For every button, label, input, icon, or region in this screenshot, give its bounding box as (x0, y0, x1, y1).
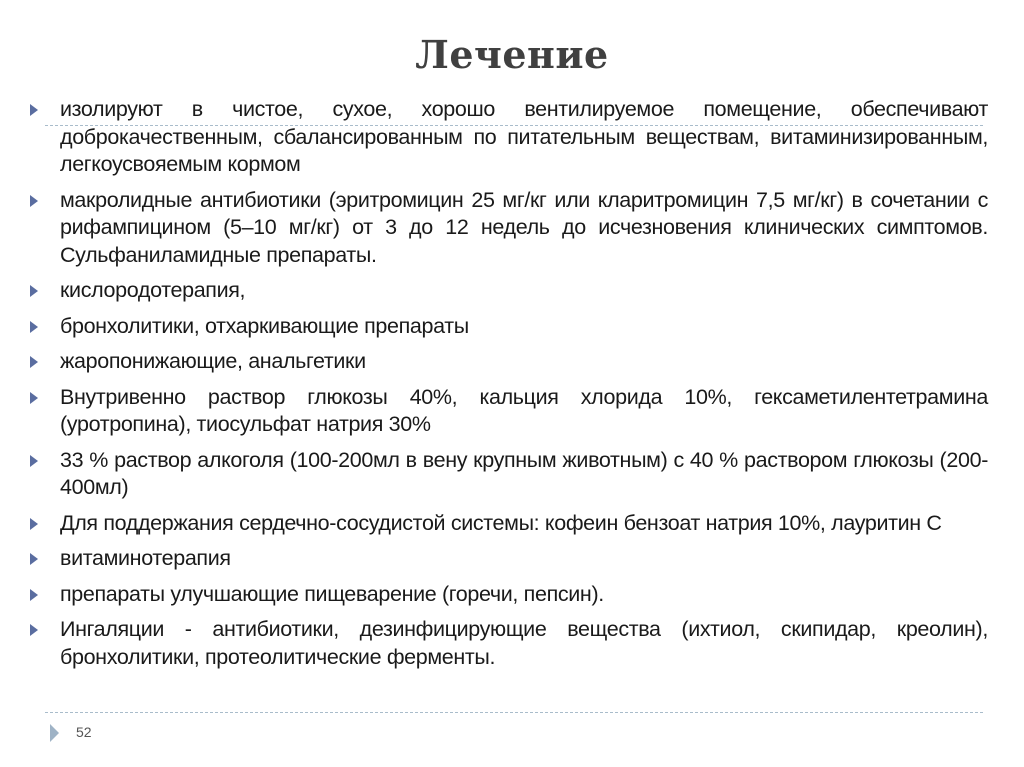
list-item (60, 510, 988, 538)
item-text: изолируют в чистое, сухое, хорошо вентилируемое помещение, обеспечивают доброкачественным, сбалансированным по питательным веществам, витаминизированным, легкоусвояемым кормом (60, 97, 988, 176)
item-text: Внутривенно раствор глюкозы 40%, кальция хлорида 10%, гексаметилентетрамина (уротропина), тиосульфат натрия 30% (60, 384, 988, 436)
slide-title: Лечение (415, 32, 609, 77)
triangle-bullet-icon (30, 321, 38, 333)
list-item (60, 545, 988, 573)
triangle-bullet-icon (30, 104, 38, 116)
triangle-bullet-icon (30, 285, 38, 297)
triangle-bullet-icon (30, 392, 38, 404)
item-text: макролидные антибиотики (эритромицин 25 мг/кг или кларитромицин 7,5 мг/кг) в сочетании с рифампицином (5–10 мг/кг) от 3 до 12 недель до исчезновения клинических симптомов. Сульфаниламидные препараты. (60, 187, 988, 267)
triangle-bullet-icon (30, 356, 38, 368)
item-text: кислородотерапия, (60, 278, 246, 302)
bullet-list (60, 96, 988, 679)
list-item (60, 96, 988, 179)
item-text: витаминотерапия (60, 546, 231, 570)
list-item (60, 348, 988, 376)
item-text: 33 % раствор алкоголя (100-200мл в вену крупным животным) с 40 % раствором глюкозы (200-400мл) (60, 447, 988, 499)
list-item (60, 447, 988, 502)
item-text: Для поддержания сердечно-сосудистой системы: кофеин бензоат натрия 10%, лауритин С (60, 510, 942, 535)
item-text: бронхолитики, отхаркивающие препараты (60, 313, 469, 338)
item-text: жаропонижающие, анальгетики (60, 349, 366, 373)
page-number: 52 (76, 724, 92, 740)
list-item (60, 187, 988, 270)
triangle-bullet-icon (30, 455, 38, 467)
list-item (60, 313, 988, 341)
list-item (60, 616, 988, 671)
triangle-bullet-icon (30, 518, 38, 530)
list-item (60, 581, 988, 609)
triangle-bullet-icon (30, 553, 38, 565)
list-item (60, 384, 988, 439)
divider-bottom (45, 712, 983, 713)
item-text: препараты улучшающие пищеварение (горечи, пепсин). (60, 581, 604, 606)
page-number-triangle-icon (50, 724, 59, 742)
triangle-bullet-icon (30, 195, 38, 207)
triangle-bullet-icon (30, 624, 38, 636)
triangle-bullet-icon (30, 589, 38, 601)
item-text: Ингаляции - антибиотики, дезинфицирующие вещества (ихтиол, скипидар, креолин), бронхолитики, протеолитические ферменты. (60, 617, 988, 669)
list-item (60, 277, 988, 305)
